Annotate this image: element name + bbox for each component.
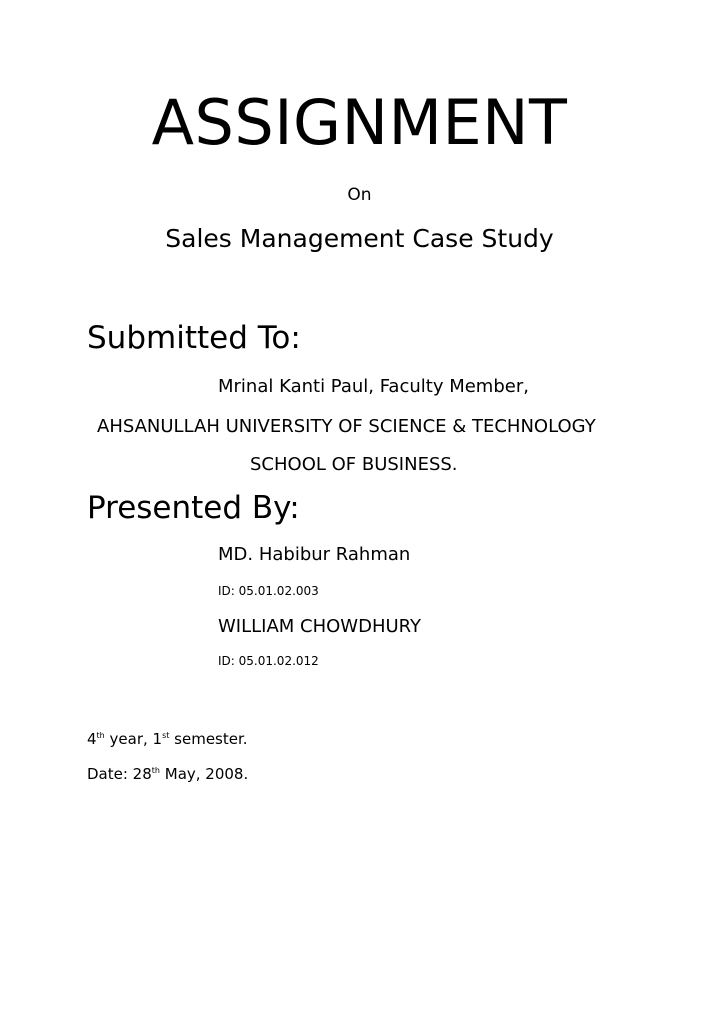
semester-ordinal-suffix: st	[162, 731, 170, 740]
date-line	[87, 765, 248, 783]
member-name: MD. Habibur Rahman	[218, 544, 411, 565]
presented-by-heading: Presented By:	[87, 490, 300, 526]
date-prefix: Date: 28	[87, 765, 152, 783]
date-rest: May, 2008.	[159, 765, 249, 783]
document-title: ASSIGNMENT	[151, 86, 568, 159]
assignment-subject: Sales Management Case Study	[165, 224, 554, 253]
year-text: year, 1	[104, 730, 163, 748]
title-connector: On	[347, 185, 372, 205]
year-number: 4	[87, 730, 97, 748]
school-name: SCHOOL OF BUSINESS.	[250, 454, 458, 475]
member-id: ID: 05.01.02.003	[218, 584, 319, 598]
faculty-name: Mrinal Kanti Paul, Faculty Member,	[218, 376, 529, 397]
semester-text: semester.	[169, 730, 248, 748]
member-id: ID: 05.01.02.012	[218, 654, 319, 668]
date-ordinal-suffix: th	[151, 766, 160, 775]
university-name: AHSANULLAH UNIVERSITY OF SCIENCE & TECHNOLOGY	[97, 416, 596, 437]
year-ordinal-suffix: th	[96, 731, 105, 740]
member-name: WILLIAM CHOWDHURY	[218, 616, 422, 637]
submitted-to-heading: Submitted To:	[87, 320, 301, 356]
year-semester-line	[87, 730, 248, 748]
